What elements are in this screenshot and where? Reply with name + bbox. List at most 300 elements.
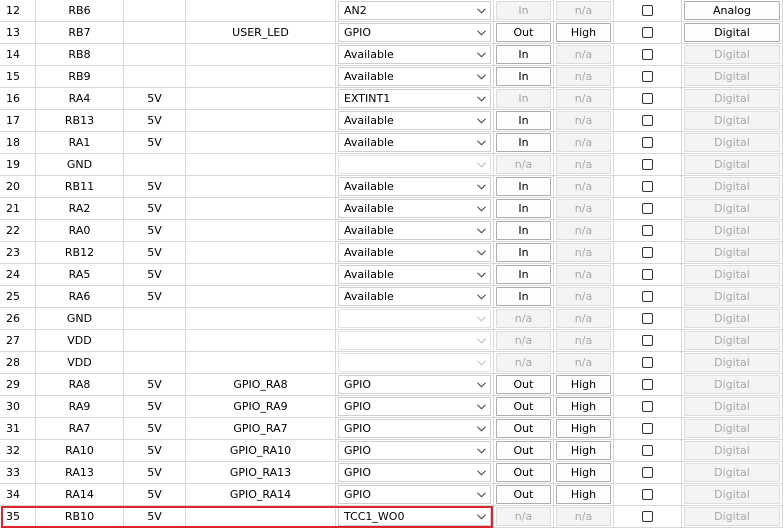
mode-value: GPIO [344, 444, 372, 457]
mode-cell [336, 220, 494, 242]
pin-type-cell [682, 374, 783, 396]
pin-type-cell [682, 154, 783, 176]
lock-cell [614, 220, 682, 242]
lock-cell [614, 66, 682, 88]
mode-dropdown[interactable] [338, 463, 491, 482]
table-row [0, 66, 783, 88]
mode-value: Available [344, 48, 394, 61]
direction-cell [494, 242, 554, 264]
level-cell [554, 330, 614, 352]
pin-id-cell: RA0 [36, 220, 124, 242]
voltage-cell [124, 44, 186, 66]
lock-checkbox[interactable] [642, 137, 653, 148]
mode-cell [336, 66, 494, 88]
mode-dropdown[interactable] [338, 331, 491, 350]
pin-type-cell [682, 352, 783, 374]
voltage-cell: 5V [124, 418, 186, 440]
custom-name-cell [186, 176, 336, 198]
pin-number-cell: 14 [0, 44, 36, 66]
table-row [0, 0, 783, 22]
chevron-down-icon [475, 489, 487, 501]
pin-type-button: Digital [684, 199, 780, 218]
pin-id-cell: RA10 [36, 440, 124, 462]
mode-value: Available [344, 268, 394, 281]
pin-type-button: Digital [684, 507, 780, 526]
lock-checkbox[interactable] [642, 159, 653, 170]
pin-type-cell [682, 66, 783, 88]
voltage-cell: 5V [124, 374, 186, 396]
lock-checkbox[interactable] [642, 71, 653, 82]
direction-cell [494, 88, 554, 110]
lock-cell [614, 418, 682, 440]
mode-dropdown[interactable] [338, 419, 491, 438]
mode-cell [336, 198, 494, 220]
level-button[interactable]: High [556, 397, 611, 416]
pin-type-cell [682, 330, 783, 352]
mode-dropdown[interactable] [338, 133, 491, 152]
voltage-cell [124, 0, 186, 22]
custom-name-cell [186, 286, 336, 308]
pin-number-cell: 18 [0, 132, 36, 154]
pin-type-button: Digital [684, 265, 780, 284]
direction-cell [494, 330, 554, 352]
level-button: n/a [556, 155, 611, 174]
pin-id-cell: RA5 [36, 264, 124, 286]
pin-number-cell: 29 [0, 374, 36, 396]
pin-id-cell: RA9 [36, 396, 124, 418]
pin-number-cell: 25 [0, 286, 36, 308]
pin-id-cell: RB9 [36, 66, 124, 88]
lock-checkbox[interactable] [642, 357, 653, 368]
table-row [0, 264, 783, 286]
pin-type-cell [682, 44, 783, 66]
direction-button[interactable]: In [496, 287, 551, 306]
level-cell [554, 396, 614, 418]
custom-name-cell: GPIO_RA9 [186, 396, 336, 418]
pin-type-cell [682, 242, 783, 264]
lock-checkbox[interactable] [642, 247, 653, 258]
chevron-down-icon [475, 291, 487, 303]
custom-name-cell [186, 220, 336, 242]
mode-cell [336, 484, 494, 506]
level-button: n/a [556, 309, 611, 328]
level-button: n/a [556, 45, 611, 64]
lock-cell [614, 176, 682, 198]
direction-button[interactable]: Out [496, 441, 551, 460]
mode-dropdown[interactable] [338, 507, 491, 526]
lock-cell [614, 374, 682, 396]
pin-number-cell: 23 [0, 242, 36, 264]
pin-number-cell: 28 [0, 352, 36, 374]
table-row [0, 484, 783, 506]
direction-button[interactable]: In [496, 133, 551, 152]
mode-dropdown[interactable] [338, 397, 491, 416]
voltage-cell: 5V [124, 286, 186, 308]
direction-button[interactable]: In [496, 177, 551, 196]
direction-cell [494, 110, 554, 132]
mode-dropdown[interactable] [338, 1, 491, 20]
direction-cell [494, 440, 554, 462]
pin-type-button: Digital [684, 287, 780, 306]
pin-type-button[interactable]: Digital [684, 23, 780, 42]
pin-type-cell [682, 440, 783, 462]
level-button: n/a [556, 287, 611, 306]
chevron-down-icon [475, 5, 487, 17]
pin-type-button: Digital [684, 243, 780, 262]
chevron-down-icon [475, 225, 487, 237]
table-row [0, 220, 783, 242]
pin-id-cell: RA2 [36, 198, 124, 220]
mode-dropdown[interactable] [338, 353, 491, 372]
pin-type-cell [682, 308, 783, 330]
level-cell [554, 506, 614, 528]
level-cell [554, 440, 614, 462]
custom-name-cell: GPIO_RA7 [186, 418, 336, 440]
mode-dropdown[interactable] [338, 67, 491, 86]
direction-cell [494, 22, 554, 44]
direction-button: n/a [496, 507, 551, 526]
table-row [0, 44, 783, 66]
level-button: n/a [556, 1, 611, 20]
direction-button: n/a [496, 155, 551, 174]
level-cell [554, 198, 614, 220]
pin-type-button[interactable]: Analog [684, 1, 780, 20]
lock-checkbox[interactable] [642, 181, 653, 192]
mode-cell [336, 132, 494, 154]
table-row [0, 132, 783, 154]
custom-name-cell [186, 0, 336, 22]
chevron-down-icon [475, 137, 487, 149]
table-row [0, 374, 783, 396]
pin-type-button: Digital [684, 463, 780, 482]
chevron-down-icon [475, 247, 487, 259]
direction-button[interactable]: Out [496, 419, 551, 438]
mode-value: Available [344, 114, 394, 127]
pin-type-button: Digital [684, 67, 780, 86]
pin-type-button: Digital [684, 441, 780, 460]
mode-dropdown[interactable] [338, 265, 491, 284]
pin-id-cell: RB10 [36, 506, 124, 528]
mode-value: Available [344, 224, 394, 237]
pin-type-button: Digital [684, 111, 780, 130]
pin-type-button: Digital [684, 353, 780, 372]
custom-name-cell [186, 308, 336, 330]
mode-cell [336, 44, 494, 66]
lock-checkbox[interactable] [642, 401, 653, 412]
pin-id-cell: RA14 [36, 484, 124, 506]
pin-id-cell: RA1 [36, 132, 124, 154]
mode-dropdown[interactable] [338, 243, 491, 262]
chevron-down-icon [475, 71, 487, 83]
direction-cell [494, 154, 554, 176]
mode-value: Available [344, 246, 394, 259]
chevron-down-icon [475, 313, 487, 325]
pin-id-cell: VDD [36, 352, 124, 374]
voltage-cell: 5V [124, 506, 186, 528]
direction-button[interactable]: In [496, 45, 551, 64]
table-row [0, 308, 783, 330]
direction-cell [494, 66, 554, 88]
level-button: n/a [556, 243, 611, 262]
lock-checkbox[interactable] [642, 49, 653, 60]
table-row [0, 88, 783, 110]
direction-cell [494, 484, 554, 506]
table-row [0, 242, 783, 264]
pin-type-button: Digital [684, 397, 780, 416]
level-cell [554, 462, 614, 484]
level-button[interactable]: High [556, 23, 611, 42]
level-cell [554, 66, 614, 88]
direction-button: n/a [496, 331, 551, 350]
direction-cell [494, 462, 554, 484]
lock-checkbox[interactable] [642, 269, 653, 280]
level-button: n/a [556, 89, 611, 108]
mode-cell [336, 462, 494, 484]
lock-checkbox[interactable] [642, 335, 653, 346]
level-cell [554, 88, 614, 110]
pin-type-button: Digital [684, 133, 780, 152]
direction-button[interactable]: Out [496, 485, 551, 504]
pin-type-cell [682, 462, 783, 484]
mode-value: AN2 [344, 4, 367, 17]
custom-name-cell: GPIO_RA10 [186, 440, 336, 462]
mode-value: GPIO [344, 26, 372, 39]
pin-type-button: Digital [684, 221, 780, 240]
direction-button: n/a [496, 309, 551, 328]
mode-dropdown[interactable] [338, 485, 491, 504]
level-button: n/a [556, 199, 611, 218]
custom-name-cell: GPIO_RA14 [186, 484, 336, 506]
level-button: n/a [556, 133, 611, 152]
mode-dropdown[interactable] [338, 155, 491, 174]
lock-checkbox[interactable] [642, 5, 653, 16]
pin-number-cell: 32 [0, 440, 36, 462]
mode-value: GPIO [344, 422, 372, 435]
custom-name-cell [186, 154, 336, 176]
lock-checkbox[interactable] [642, 291, 653, 302]
chevron-down-icon [475, 269, 487, 281]
direction-button[interactable]: In [496, 111, 551, 130]
custom-name-cell [186, 264, 336, 286]
pin-number-cell: 21 [0, 198, 36, 220]
mode-dropdown[interactable] [338, 221, 491, 240]
voltage-cell [124, 308, 186, 330]
table-row [0, 176, 783, 198]
direction-button[interactable]: Out [496, 397, 551, 416]
mode-dropdown[interactable] [338, 375, 491, 394]
lock-checkbox[interactable] [642, 379, 653, 390]
lock-cell [614, 440, 682, 462]
lock-cell [614, 154, 682, 176]
table-row [0, 286, 783, 308]
level-cell [554, 374, 614, 396]
lock-cell [614, 264, 682, 286]
lock-checkbox[interactable] [642, 115, 653, 126]
lock-checkbox[interactable] [642, 93, 653, 104]
lock-checkbox[interactable] [642, 467, 653, 478]
pin-type-button: Digital [684, 155, 780, 174]
pin-id-cell: VDD [36, 330, 124, 352]
table-row [0, 22, 783, 44]
level-button: n/a [556, 177, 611, 196]
level-cell [554, 286, 614, 308]
voltage-cell: 5V [124, 110, 186, 132]
pin-type-cell [682, 264, 783, 286]
level-button[interactable]: High [556, 375, 611, 394]
level-cell [554, 0, 614, 22]
direction-cell [494, 352, 554, 374]
level-cell [554, 44, 614, 66]
mode-dropdown[interactable] [338, 287, 491, 306]
mode-cell [336, 418, 494, 440]
lock-checkbox[interactable] [642, 313, 653, 324]
pin-number-cell: 12 [0, 0, 36, 22]
mode-cell [336, 396, 494, 418]
mode-cell [336, 308, 494, 330]
pin-id-cell: RB8 [36, 44, 124, 66]
custom-name-cell [186, 352, 336, 374]
mode-dropdown[interactable] [338, 45, 491, 64]
mode-value: GPIO [344, 400, 372, 413]
direction-cell [494, 396, 554, 418]
pin-type-button: Digital [684, 485, 780, 504]
chevron-down-icon [475, 445, 487, 457]
custom-name-cell: GPIO_RA13 [186, 462, 336, 484]
lock-cell [614, 286, 682, 308]
chevron-down-icon [475, 115, 487, 127]
level-button[interactable]: High [556, 463, 611, 482]
lock-checkbox[interactable] [642, 445, 653, 456]
pin-id-cell: RA6 [36, 286, 124, 308]
mode-dropdown[interactable] [338, 199, 491, 218]
mode-value: GPIO [344, 378, 372, 391]
direction-button: In [496, 89, 551, 108]
lock-cell [614, 352, 682, 374]
direction-button[interactable]: Out [496, 23, 551, 42]
pin-type-cell [682, 0, 783, 22]
pin-id-cell: RA8 [36, 374, 124, 396]
lock-cell [614, 198, 682, 220]
level-button[interactable]: High [556, 485, 611, 504]
lock-checkbox[interactable] [642, 511, 653, 522]
mode-cell [336, 88, 494, 110]
pin-id-cell: GND [36, 154, 124, 176]
direction-button[interactable]: Out [496, 375, 551, 394]
mode-dropdown[interactable] [338, 177, 491, 196]
direction-button[interactable]: In [496, 199, 551, 218]
level-cell [554, 418, 614, 440]
mode-cell [336, 440, 494, 462]
pin-id-cell: RB6 [36, 0, 124, 22]
mode-dropdown[interactable] [338, 441, 491, 460]
chevron-down-icon [475, 401, 487, 413]
lock-cell [614, 484, 682, 506]
voltage-cell: 5V [124, 440, 186, 462]
mode-dropdown[interactable] [338, 23, 491, 42]
voltage-cell: 5V [124, 264, 186, 286]
mode-dropdown[interactable] [338, 89, 491, 108]
level-cell [554, 176, 614, 198]
mode-cell [336, 0, 494, 22]
level-button[interactable]: High [556, 441, 611, 460]
custom-name-cell [186, 506, 336, 528]
level-cell [554, 264, 614, 286]
chevron-down-icon [475, 27, 487, 39]
mode-value: Available [344, 70, 394, 83]
custom-name-cell [186, 198, 336, 220]
mode-dropdown[interactable] [338, 309, 491, 328]
voltage-cell: 5V [124, 198, 186, 220]
direction-cell [494, 220, 554, 242]
pin-type-button: Digital [684, 177, 780, 196]
pin-number-cell: 17 [0, 110, 36, 132]
voltage-cell [124, 352, 186, 374]
lock-checkbox[interactable] [642, 203, 653, 214]
lock-cell [614, 242, 682, 264]
voltage-cell: 5V [124, 484, 186, 506]
pin-type-button: Digital [684, 375, 780, 394]
lock-checkbox[interactable] [642, 27, 653, 38]
pin-type-button: Digital [684, 89, 780, 108]
direction-cell [494, 44, 554, 66]
chevron-down-icon [475, 49, 487, 61]
pin-type-cell [682, 396, 783, 418]
lock-cell [614, 44, 682, 66]
mode-value: GPIO [344, 466, 372, 479]
pin-number-cell: 19 [0, 154, 36, 176]
custom-name-cell [186, 330, 336, 352]
mode-value: GPIO [344, 488, 372, 501]
lock-checkbox[interactable] [642, 489, 653, 500]
mode-value: Available [344, 180, 394, 193]
pin-id-cell: RB13 [36, 110, 124, 132]
table-row [0, 440, 783, 462]
direction-button: n/a [496, 353, 551, 372]
direction-button[interactable]: In [496, 243, 551, 262]
pin-type-button: Digital [684, 419, 780, 438]
lock-checkbox[interactable] [642, 225, 653, 236]
direction-cell [494, 176, 554, 198]
direction-button[interactable]: In [496, 67, 551, 86]
level-button[interactable]: High [556, 419, 611, 438]
lock-cell [614, 462, 682, 484]
level-button: n/a [556, 221, 611, 240]
direction-button[interactable]: Out [496, 463, 551, 482]
direction-button[interactable]: In [496, 221, 551, 240]
lock-checkbox[interactable] [642, 423, 653, 434]
chevron-down-icon [475, 93, 487, 105]
pin-number-cell: 15 [0, 66, 36, 88]
pin-number-cell: 34 [0, 484, 36, 506]
mode-dropdown[interactable] [338, 111, 491, 130]
direction-button[interactable]: In [496, 265, 551, 284]
chevron-down-icon [475, 335, 487, 347]
chevron-down-icon [475, 159, 487, 171]
direction-cell [494, 286, 554, 308]
pin-type-button: Digital [684, 331, 780, 350]
pin-type-cell [682, 506, 783, 528]
lock-cell [614, 110, 682, 132]
chevron-down-icon [475, 467, 487, 479]
pin-id-cell: RA7 [36, 418, 124, 440]
mode-cell [336, 286, 494, 308]
level-button: n/a [556, 111, 611, 130]
voltage-cell: 5V [124, 220, 186, 242]
custom-name-cell [186, 242, 336, 264]
level-cell [554, 220, 614, 242]
direction-cell [494, 132, 554, 154]
table-row [0, 330, 783, 352]
